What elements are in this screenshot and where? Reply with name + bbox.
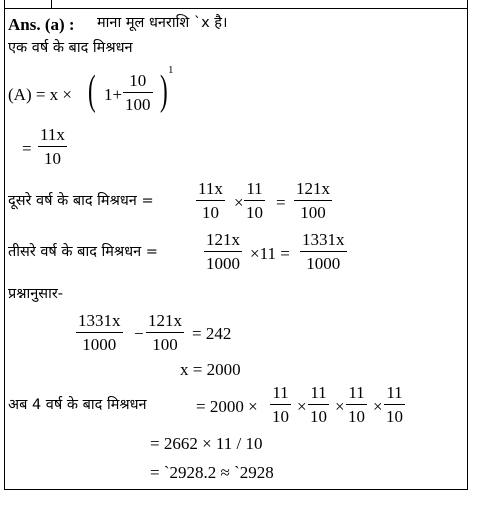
step5-f2-num: 121x — [148, 311, 182, 330]
frame-top-edge — [4, 0, 468, 8]
step3-fraction-1 — [196, 180, 225, 221]
step7-f2-den: 10 — [308, 404, 329, 425]
after-four-years-label: अब 4 वर्ष के बाद मिश्रधन — [8, 397, 147, 413]
step4-times-11: ×11 = — [250, 244, 290, 263]
step7-f4-num: 11 — [386, 383, 403, 402]
step7-times-1: × — [297, 397, 307, 416]
step3-eq: = — [276, 193, 286, 212]
step5-fraction-2 — [146, 312, 184, 353]
step4-f1-num: 121x — [206, 230, 240, 249]
step5-f2-den: 100 — [146, 332, 184, 353]
step7-f4-den: 10 — [384, 404, 405, 425]
frame-top-tick — [51, 0, 52, 8]
after-one-year-label: एक वर्ष के बाद मिश्रधन — [8, 40, 133, 56]
step7-f1-den: 10 — [270, 404, 291, 425]
step7-f3-den: 10 — [346, 404, 367, 425]
step3-f3-den: 100 — [294, 200, 332, 221]
step7-f2-num: 11 — [310, 383, 327, 402]
step3-f1-num: 11x — [198, 179, 223, 198]
step7-fraction-4 — [384, 384, 405, 425]
step2-frac-den: 10 — [38, 146, 67, 167]
step3-f3-num: 121x — [296, 179, 330, 198]
step9-result: = `2928.2 ≈ `2928 — [150, 463, 274, 482]
step5-f1-den: 1000 — [76, 332, 123, 353]
step8-result: = 2662 × 11 / 10 — [150, 434, 263, 453]
step7-fraction-3 — [346, 384, 367, 425]
step3-f1-den: 10 — [196, 200, 225, 221]
step4-f1-den: 1000 — [204, 251, 242, 272]
step2-fraction — [38, 126, 67, 167]
step1-one-plus: 1+ — [104, 85, 123, 104]
step4-fraction-1 — [204, 231, 242, 272]
step4-f2-num: 1331x — [302, 230, 345, 249]
step2-eq: = — [22, 139, 32, 158]
step7-eq-2000: = 2000 × — [196, 397, 258, 416]
according-label: प्रश्नानुसार- — [8, 286, 64, 302]
step7-f1-num: 11 — [272, 383, 289, 402]
step4-fraction-2 — [300, 231, 347, 272]
step7-fraction-2 — [308, 384, 329, 425]
step4-f2-den: 1000 — [300, 251, 347, 272]
step7-fraction-1 — [270, 384, 291, 425]
step6-result: x = 2000 — [180, 360, 241, 379]
step1-fraction — [123, 72, 153, 113]
step5-fraction-1 — [76, 312, 123, 353]
step1-close-paren: ) — [160, 68, 168, 114]
answer-label: Ans. (a) : — [8, 15, 75, 34]
step5-f1-num: 1331x — [78, 311, 121, 330]
step3-fraction-3 — [294, 180, 332, 221]
third-year-label: तीसरे वर्ष के बाद मिश्रधन = — [8, 244, 158, 260]
step5-rhs: = 242 — [192, 324, 232, 343]
step3-f2-den: 10 — [244, 200, 265, 221]
step3-times: × — [234, 193, 244, 212]
step1-open-paren: ( — [88, 68, 96, 114]
step5-minus: − — [134, 324, 144, 343]
step3-f2-num: 11 — [246, 179, 263, 198]
step1-frac-num: 10 — [129, 71, 147, 90]
step1-frac-den: 100 — [123, 92, 153, 113]
second-year-label: दूसरे वर्ष के बाद मिश्रधन = — [8, 193, 154, 209]
step2-frac-num: 11x — [40, 125, 65, 144]
step7-f3-num: 11 — [348, 383, 365, 402]
step1-exponent: 1 — [168, 64, 174, 76]
answer-intro: माना मूल धनराशि `x है। — [97, 15, 228, 31]
step1-lhs: (A) = x × — [8, 85, 73, 104]
step3-fraction-2 — [244, 180, 265, 221]
step7-times-3: × — [373, 397, 383, 416]
step7-times-2: × — [335, 397, 345, 416]
